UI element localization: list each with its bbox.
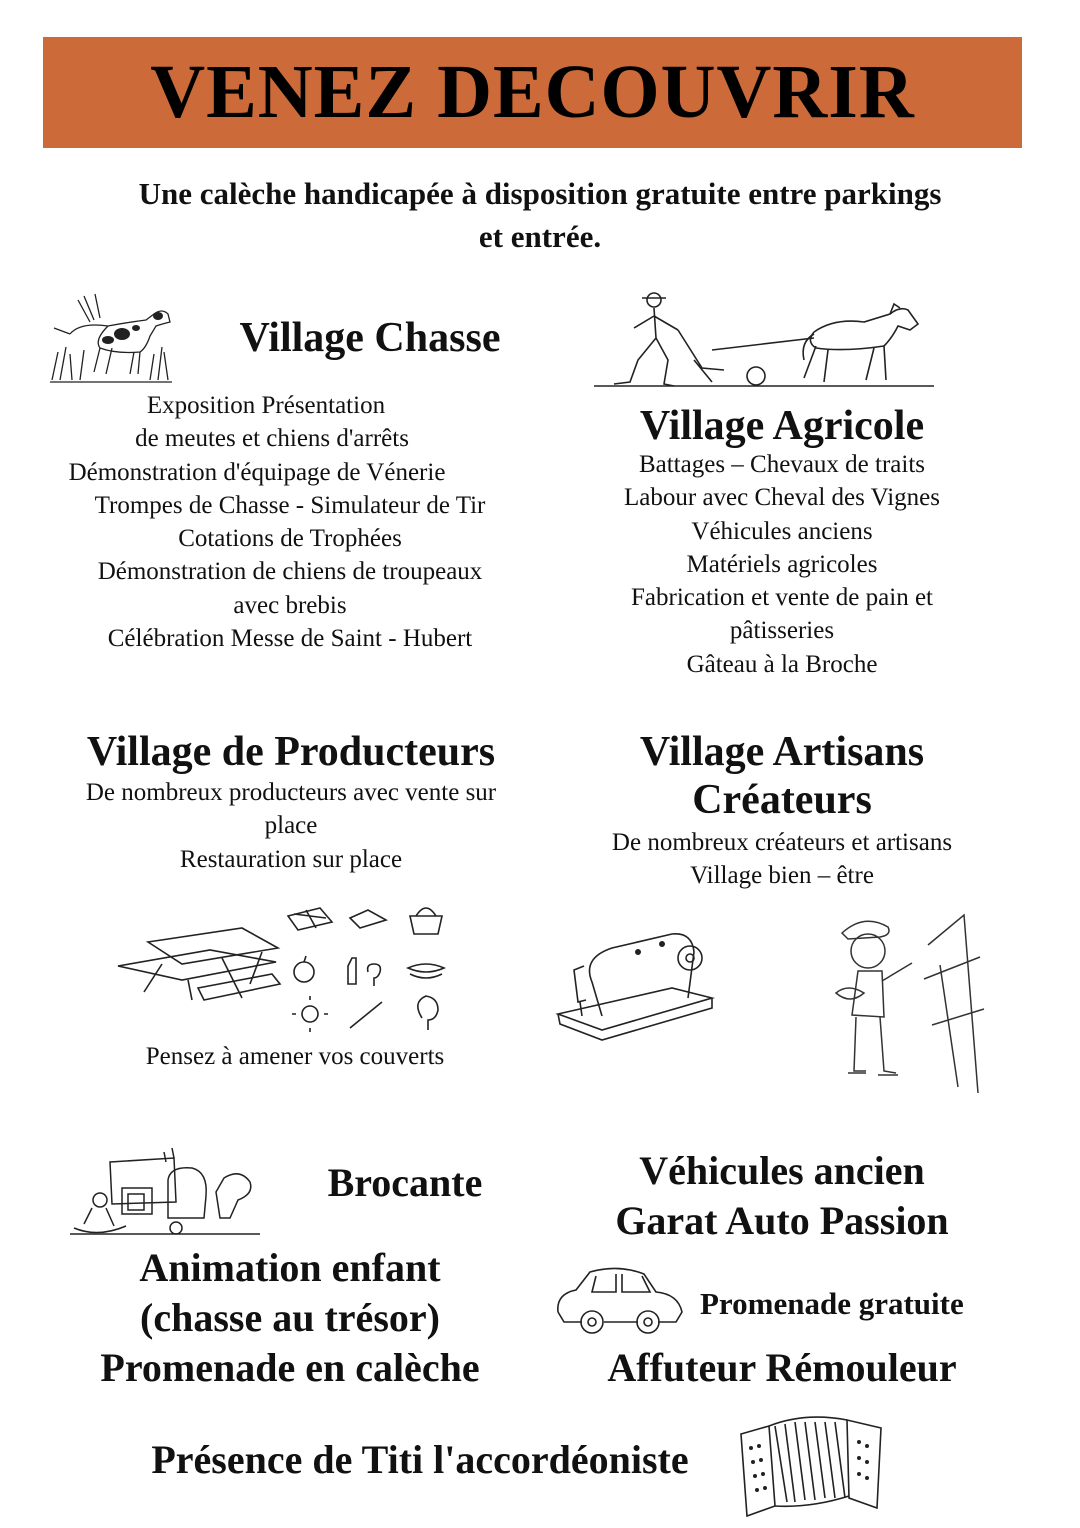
horse-plough-icon [594, 290, 934, 392]
brocante-title: Brocante [327, 1160, 483, 1205]
list-item: Restauration sur place [179, 845, 403, 873]
list-item: Exposition Présentation [146, 392, 386, 419]
list-item: Fabrication et vente de pain et [631, 584, 933, 612]
antiques-icon [70, 1148, 260, 1240]
title-line: Village Artisans [639, 729, 925, 775]
vintage-car-icon [552, 1264, 686, 1338]
subtitle [50, 172, 1030, 258]
titi-text: Présence de Titi l'accordéoniste [151, 1437, 689, 1482]
animation-block [40, 1243, 540, 1393]
list-item: Démonstration de chiens de troupeaux [97, 558, 483, 586]
page-title: VENEZ DECOUVRIR [150, 50, 915, 134]
promenade-gratuite: Promenade gratuite [700, 1286, 964, 1321]
list-item: De nombreux créateurs et artisans [611, 829, 953, 856]
producteurs-note [60, 1040, 530, 1073]
list-item: pâtisseries [729, 617, 835, 645]
list-item: place [264, 812, 318, 840]
title-line: Créateurs [692, 777, 872, 823]
list-item: Cotations de Trophées [178, 525, 402, 553]
list-item: Labour avec Cheval des Vignes [624, 484, 940, 512]
list-item: De nombreux producteurs avec vente sur [85, 779, 497, 806]
animation-line: Animation enfant [139, 1245, 441, 1290]
list-item: Matériels agricoles [686, 550, 878, 578]
subtitle-line: Une calèche handicapée à disposition gratuite entre parkings [138, 176, 942, 211]
list-item: Démonstration d'équipage de Vénerie [68, 458, 446, 486]
village-producteurs-list [30, 776, 552, 876]
vehicules-block [560, 1146, 1004, 1246]
list-item: Véhicules anciens [691, 517, 873, 545]
hunting-dog-icon [50, 292, 172, 384]
animation-line: (chasse au trésor) [140, 1295, 440, 1340]
title-banner [43, 37, 1022, 148]
vehicules-line: Véhicules ancien [639, 1148, 925, 1193]
list-item: avec brebis [233, 591, 347, 619]
village-artisans-title [590, 728, 974, 824]
list-item: de meutes et chiens d'arrêts [135, 425, 409, 453]
painter-icon [828, 905, 988, 1097]
village-chasse-title: Village Chasse [239, 315, 501, 361]
affuteur-title: Affuteur Rémouleur [607, 1345, 957, 1390]
note-text: Pensez à amener vos couverts [145, 1043, 445, 1070]
list-item: Village bien – être [690, 862, 874, 890]
village-agricole-title: Village Agricole [639, 403, 925, 449]
sewing-machine-icon [552, 918, 718, 1046]
village-artisans-list [560, 826, 1004, 893]
picnic-icon [92, 888, 492, 1038]
list-item: Célébration Messe de Saint - Hubert [107, 625, 473, 653]
village-agricole-list [560, 448, 1004, 681]
village-producteurs-title: Village de Producteurs [86, 729, 496, 775]
list-item: Trompes de Chasse - Simulateur de Tir [94, 491, 486, 519]
accordion-icon [735, 1412, 887, 1520]
list-item: Battages – Chevaux de traits [638, 451, 926, 478]
list-item: Gâteau à la Broche [686, 650, 878, 678]
subtitle-line: et entrée. [478, 219, 602, 254]
vehicules-line: Garat Auto Passion [615, 1198, 949, 1243]
animation-line: Promenade en calèche [100, 1345, 480, 1390]
village-chasse-list [30, 389, 550, 655]
